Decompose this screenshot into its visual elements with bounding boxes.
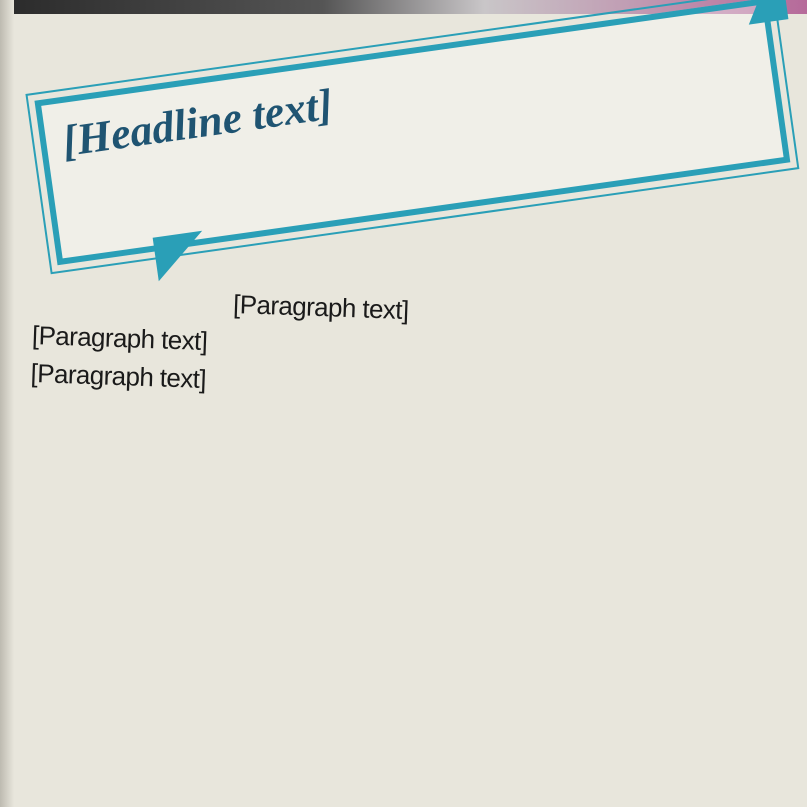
headline: [Headline text] — [59, 79, 336, 167]
headline-banner — [34, 0, 790, 265]
article-paragraph: [Paragraph text] — [232, 288, 410, 326]
article-paragraph: [Paragraph text] — [31, 319, 208, 357]
banner-corner-notch — [153, 231, 209, 282]
page-fold-shadow — [0, 0, 14, 807]
article-body — [30, 278, 789, 418]
article-paragraph: [Paragraph text] — [30, 357, 207, 395]
